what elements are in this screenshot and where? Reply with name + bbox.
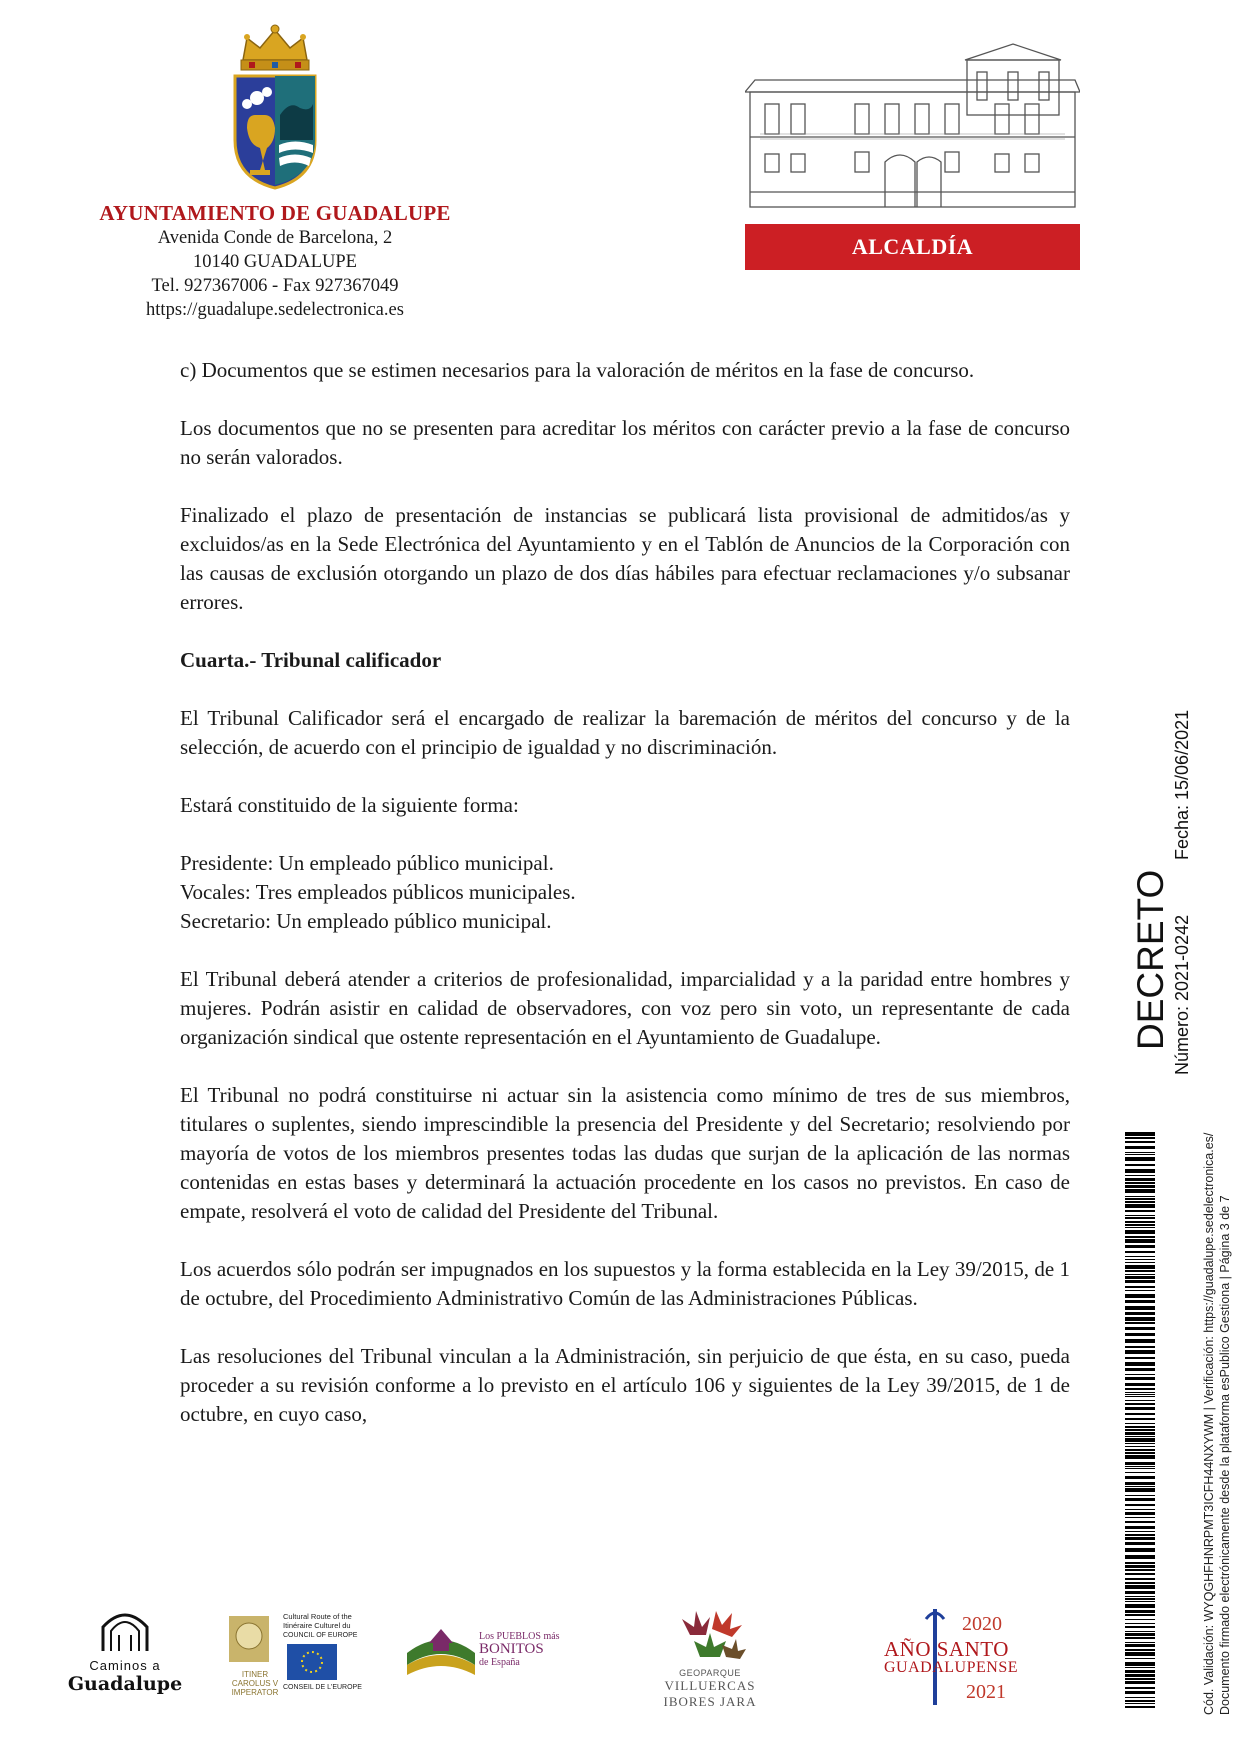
eu-stars-flag-icon (287, 1644, 337, 1680)
member-vocales: Vocales: Tres empleados públicos municipales. (180, 880, 576, 904)
caminos-line2: Guadalupe (67, 1673, 183, 1695)
pueblos-line2: BONITOS (479, 1641, 544, 1657)
paragraph-resolutions: Las resoluciones del Tribunal vinculan a la Administración, sin perjuicio de que ésta, en su caso, pueda proceder a su revisión conforme a lo previsto en el artículo 106 y siguientes de la Ley 39/2015, de 1 de octubre, en cuyo caso, (180, 1344, 1070, 1426)
coe-route-text: Cultural Route of the Itinéraire Culturel du (283, 1612, 352, 1630)
caminos-line1: Caminos a (89, 1658, 161, 1673)
department-header (745, 42, 1080, 270)
website: https://guadalupe.sedelectronica.es (146, 300, 404, 320)
paragraph-constitution: Estará constituido de la siguiente forma: (180, 793, 519, 817)
geoparque-line2: VILLUERCAS (664, 1678, 756, 1693)
coe-name-fr: CONSEIL DE L'EUROPE (283, 1684, 362, 1691)
phone-fax: Tel. 927367006 - Fax 927367049 (151, 276, 399, 296)
decree-date: Fecha: 15/06/2021 (1172, 709, 1192, 860)
geoparque-line3: IBORES JARA (663, 1694, 757, 1709)
council-of-europe-logo (225, 1610, 375, 1705)
geoparque-leaves-icon (670, 1605, 750, 1663)
village-hills-icon (405, 1613, 477, 1683)
ano-santo-logo (880, 1605, 1020, 1715)
geoparque-line1: GEOPARQUE (679, 1668, 741, 1678)
town-hall-building-icon (745, 42, 1080, 212)
paragraph-criteria: El Tribunal deberá atender a criterios de profesionalidad, imparcialidad y a la paridad entre hombres y mujeres. Podrán asistir en calidad de observadores, con voz pero sin voto, un representante de cada organización sindical que ostente representación en el Ayuntamiento de Guadalupe. (180, 967, 1070, 1049)
address-city: 10140 GUADALUPE (193, 252, 357, 272)
municipal-coat-of-arms-icon (225, 20, 325, 195)
pueblos-line3: de España (479, 1657, 520, 1668)
paragraph-documents-not-valued: Los documentos que no se presenten para acreditar los méritos con carácter previo a la fase de concurso no serán valorados. (180, 416, 1070, 469)
member-president: Presidente: Un empleado público municipal. (180, 851, 554, 875)
carolus-name: ITINER CAROLUS V IMPERATOR (231, 1670, 279, 1697)
stamp-text-column (1130, 600, 1240, 1715)
ano-santo-year-start: 2020 (962, 1613, 1002, 1635)
paragraph-provisional-list: Finalizado el plazo de presentación de instancias se publicará lista provisional de admitidos/as y excluidos/as en la Sede Electrónica del Ayuntamiento y en el Tablón de Anuncios de la Corporación con las causas de exclusión otorgando un plazo de dos días hábiles para efectuar reclamaciones y/o subsanar errores. (180, 503, 1070, 614)
pueblos-bonitos-logo (405, 1613, 575, 1698)
footer-logos (60, 1605, 1060, 1715)
geoparque-logo (650, 1605, 770, 1715)
paragraph-documents-merits: c) Documentos que se estimen necesarios para la valoración de méritos en la fase de concurso. (180, 358, 975, 382)
caminos-a-guadalupe-logo (60, 1605, 190, 1705)
paragraph-tribunal-role: El Tribunal Calificador será el encargado de realizar la baremación de méritos del concurso y de la selección, de acuerdo con el principio de igualdad y no discriminación. (180, 706, 1070, 759)
paragraph-quorum: El Tribunal no podrá constituirse ni actuar sin la asistencia como mínimo de tres de sus miembros, titulares o suplentes, siendo imprescindible la presencia del Presidente y del Secretario; resolviendo por mayoría de votos de los miembros presentes todas las dudas que surjan de la aplicación de las normas contenidas en estas bases y determinará la actuación procedente en los casos no previstos. En caso de empate, resolverá el voto de calidad del Presidente del Tribunal. (180, 1083, 1070, 1223)
decree-type: DECRETO (1130, 869, 1171, 1050)
ano-santo-year-end: 2021 (966, 1681, 1006, 1703)
paragraph-appeals: Los acuerdos sólo podrán ser impugnados en los supuestos y la forma establecida en la Ley 39/2015, de 1 de octubre, del Procedimiento Administrativo Común de las Administraciones Públicas. (180, 1257, 1070, 1310)
coe-name-en: COUNCIL OF EUROPE (283, 1632, 358, 1639)
member-secretary: Secretario: Un empleado público municipal. (180, 909, 552, 933)
address-street: Avenida Conde de Barcelona, 2 (157, 228, 393, 248)
ano-santo-line2: GUADALUPENSE (884, 1659, 1018, 1676)
ano-santo-line1: AÑO SANTO (884, 1637, 1009, 1661)
organization-name: AYUNTAMIENTO DE GUADALUPE (99, 201, 451, 225)
section-heading: Cuarta.- Tribunal calificador (180, 648, 442, 672)
arch-icon (95, 1605, 155, 1653)
decree-number: Número: 2021-0242 (1172, 914, 1192, 1075)
document-body (180, 356, 1070, 1458)
department-label: ALCALDÍA (745, 224, 1080, 270)
signed-line: Documento firmado electrónicamente desde la plataforma esPublico Gestiona | Página 3 de 7 (1218, 1195, 1232, 1715)
pueblos-line1: Los PUEBLOS más (479, 1631, 560, 1642)
letterhead (80, 20, 470, 322)
validation-line: Cód. Validación: WYQGHFHNRPMT3ICFH44NXYWM | Verificación: https://guadalupe.sedelectronica.es/ (1202, 1132, 1216, 1715)
